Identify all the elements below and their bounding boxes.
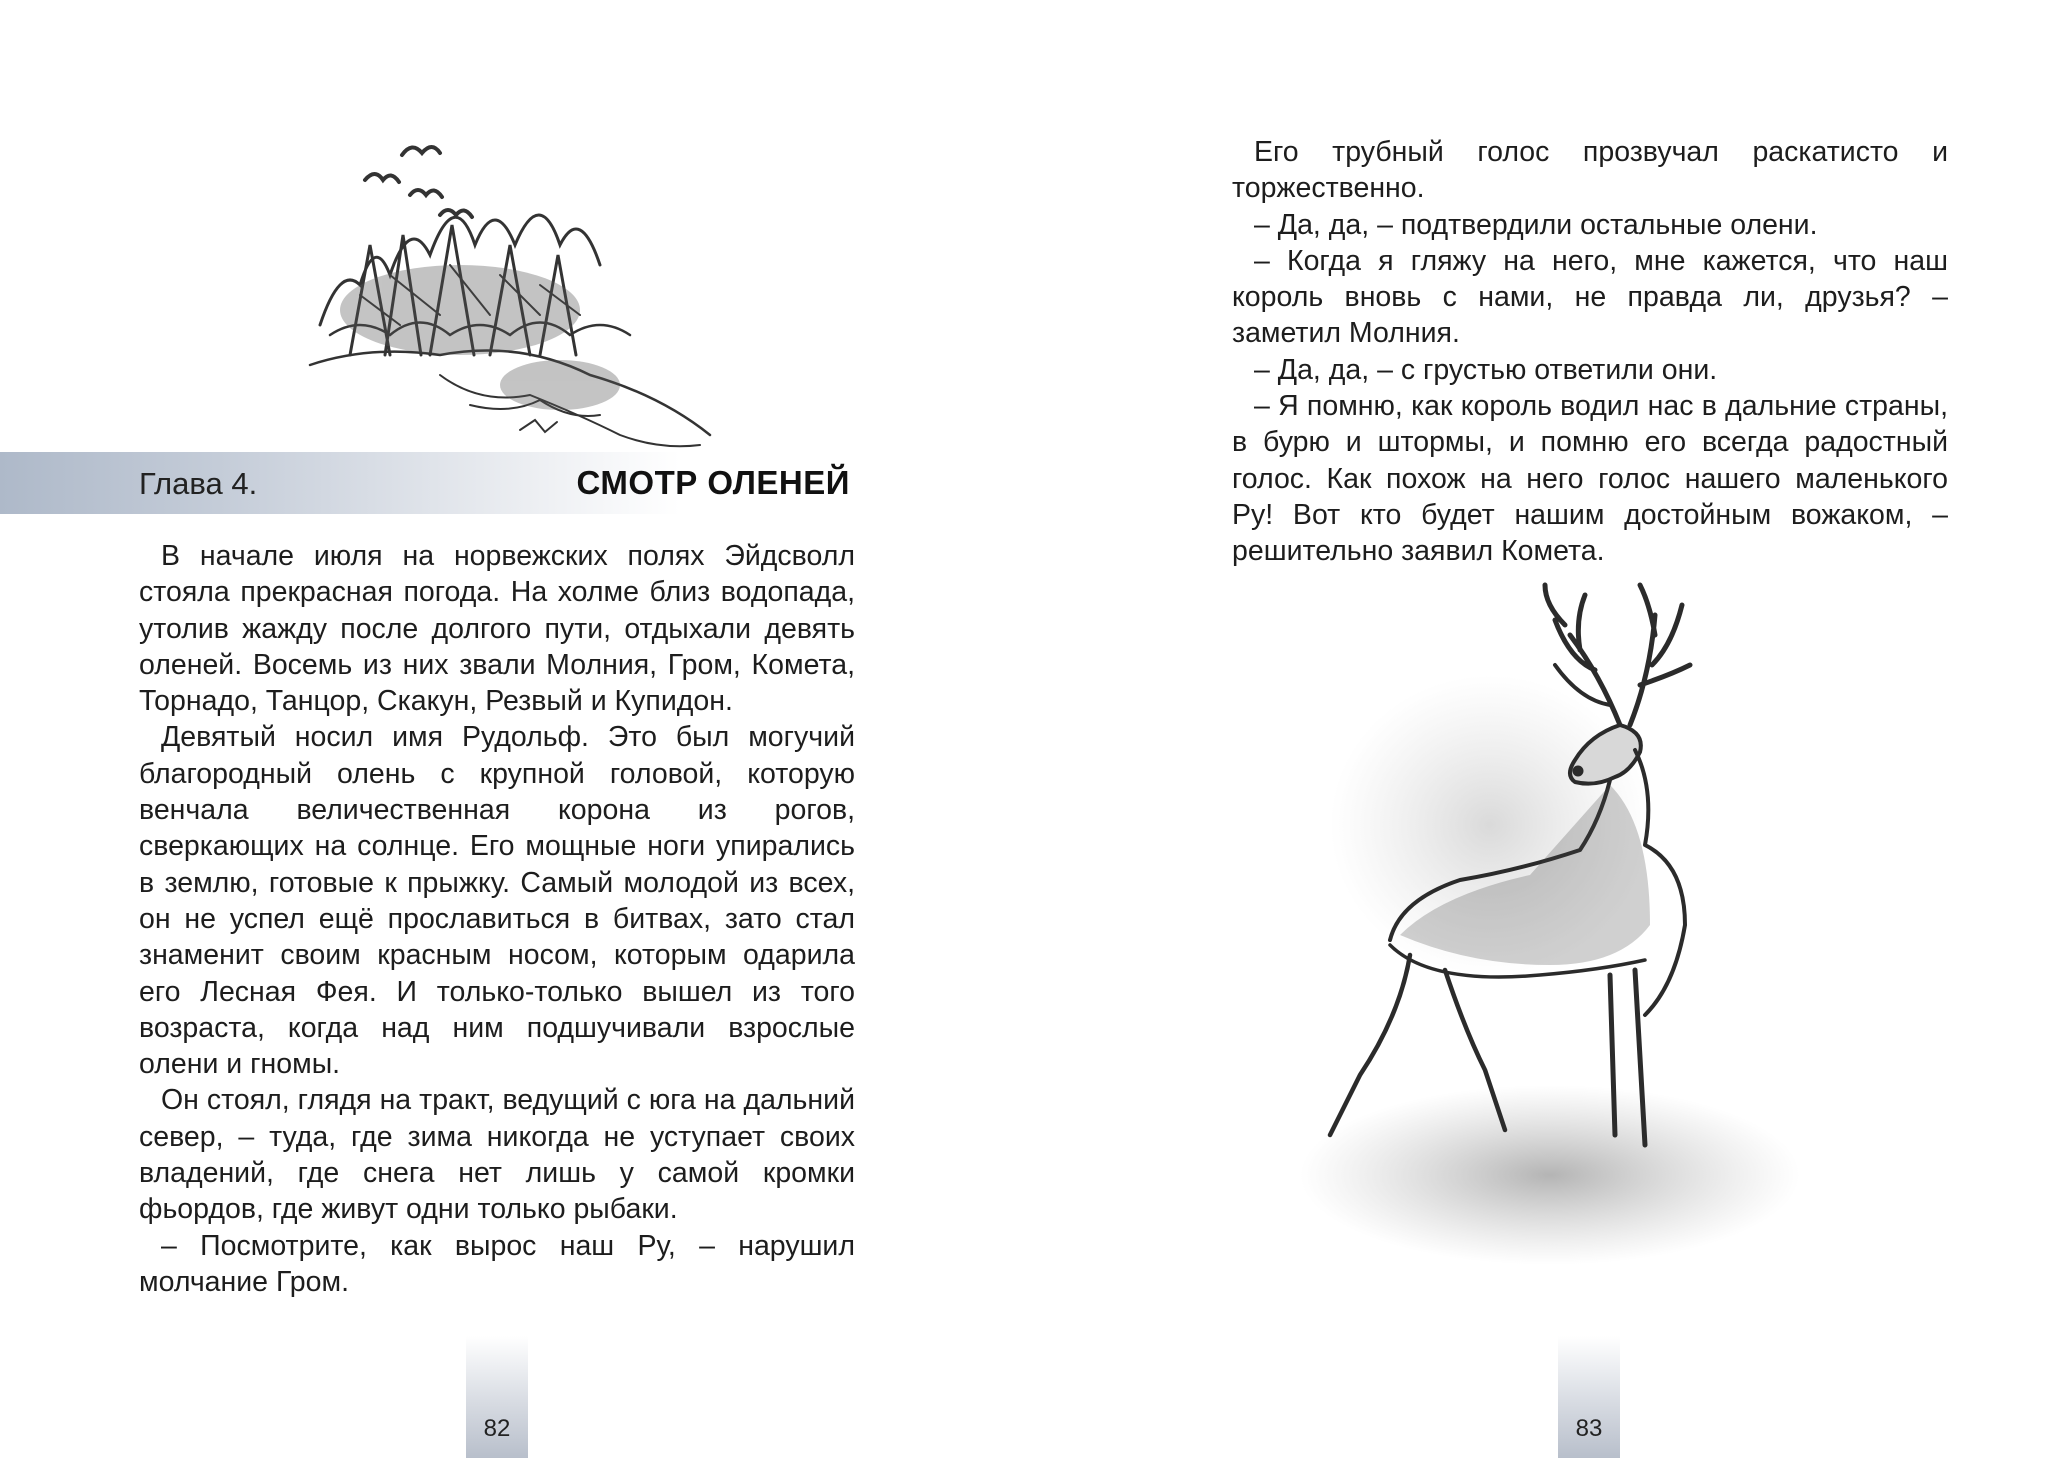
paragraph: – Да, да, – с грустью ответили они. (1254, 353, 1718, 386)
paragraph: – Посмотрите, как вырос наш Ру, – нарушил молчание Гром. (139, 1229, 855, 1298)
reindeer-illustration (1290, 575, 1810, 1275)
paragraph: – Когда я гляжу на него, мне кажется, что наш король вновь с нами, не правда ли, друзья? – заметил Молния. (1232, 244, 1948, 350)
paragraph: Он стоял, глядя на тракт, ведущий с юга на дальний север, – туда, где зима никогда не уступает своих владений, где снега нет лишь у самой кромки фьордов, где живут одни только рыбаки. (139, 1084, 855, 1226)
paragraph: Его трубный голос прозвучал раскатисто и торжественно. (1232, 136, 1948, 205)
paragraph: Девятый носил имя Рудольф. Это был могучий благородный олень с крупной головой, которую венчала величественная корона из рогов, сверкающих на солнце. Его мощные ноги упирались в землю, готовые к прыжку. Самый молодой из всех, он не успел ещё прославиться в битвах, зато стал знаменит своим красным носом, которым одарила его Лесная Фея. И только-только вышел из того возраста, когда над ним подшучивали взрослые олени и гномы. (139, 721, 855, 1081)
page-number: 83 (1575, 1415, 1603, 1442)
page-number: 82 (483, 1415, 511, 1442)
right-page-text (1232, 134, 1948, 570)
chapter-title: СМОТР ОЛЕНЕЙ (576, 464, 850, 501)
paragraph: В начале июля на норвежских полях Эйдсволл стояла прекрасная погода. На холме близ водопада, утолив жажду после долгого пути, отдыхали девять оленей. Восемь из них звали Молния, Гром, Комета, Торнадо, Танцор, Скакун, Резвый и Купидон. (139, 540, 855, 718)
paragraph: – Я помню, как король водил нас в дальние страны, в бурю и штормы, и помню его всегда радостный голос. Как похож на него голос нашего маленького Ру! Вот кто будет нашим достойным вожаком, – решительно заявил Комета. (1232, 390, 1948, 568)
forest-birds-illustration (290, 125, 760, 455)
chapter-number: Глава 4. (139, 466, 258, 501)
paragraph: – Да, да, – подтвердили остальные олени. (1254, 208, 1818, 241)
left-page-text (139, 538, 855, 1300)
